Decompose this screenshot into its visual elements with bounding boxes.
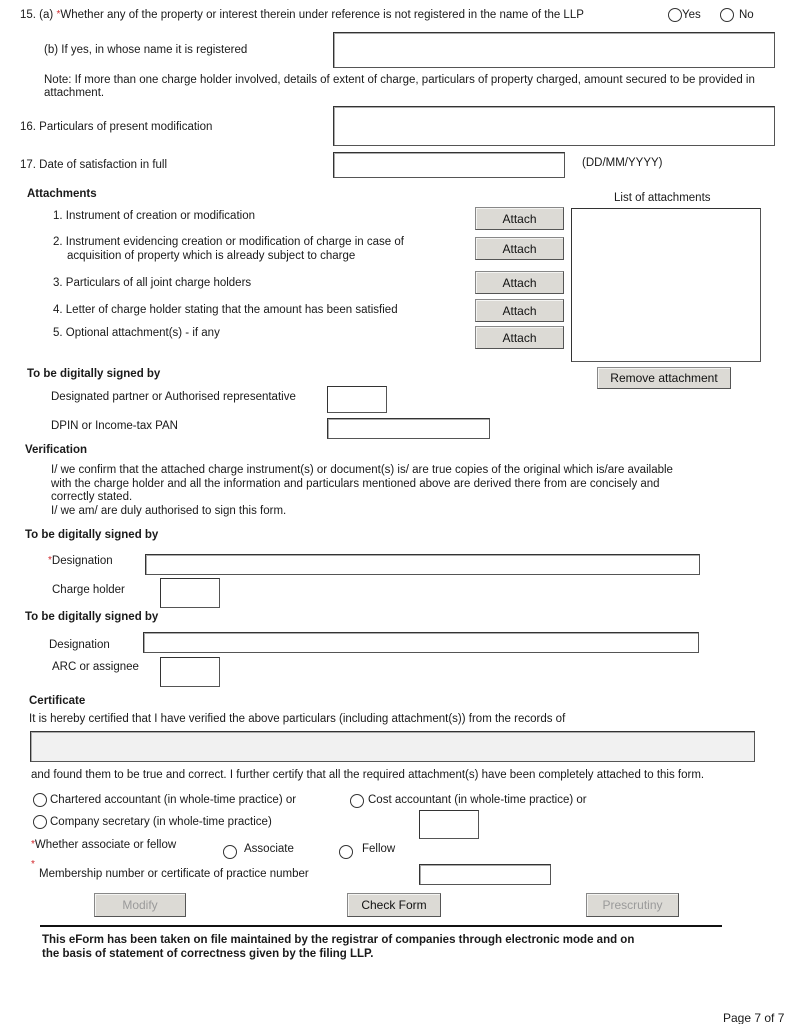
attachment-item-2-label-line2: acquisition of property which is already subject to charge <box>67 250 356 262</box>
certificate-outro-text: and found them to be true and correct. I further certify that all the required attachment(s) have been completely attached to this form. <box>31 769 705 781</box>
verification-text-line2: with the charge holder and all the information and particulars mentioned above are derived there from are concisely and <box>51 478 660 490</box>
charge-holder-label: Charge holder <box>52 584 125 596</box>
signed-by-heading-2: To be digitally signed by <box>25 529 159 541</box>
attachment-item-3-label: 3. Particulars of all joint charge holders <box>53 277 252 289</box>
associate-radio[interactable] <box>223 845 237 859</box>
attachments-heading: Attachments <box>27 188 97 200</box>
attachment-item-2-label: 2. Instrument evidencing creation or modification of charge in case of <box>53 236 404 248</box>
q15a-label <box>20 8 584 22</box>
q15b-label: (b) If yes, in whose name it is registered <box>44 44 248 56</box>
verification-text-line3: correctly stated. <box>51 491 133 503</box>
company-secretary-radio[interactable] <box>33 815 47 829</box>
certificate-intro-text: It is hereby certified that I have verified the above particulars (including attachment(s)) from the records of <box>29 713 566 725</box>
certificate-records-input[interactable] <box>30 731 755 762</box>
q16-modification-input[interactable] <box>333 106 775 146</box>
footer-divider <box>40 925 722 927</box>
cost-accountant-radio[interactable] <box>350 794 364 808</box>
attach-button-3[interactable]: Attach <box>475 271 564 294</box>
verification-text-line4: I/ we am/ are duly authorised to sign this form. <box>51 505 287 517</box>
chartered-accountant-label: Chartered accountant (in whole-time practice) or <box>50 794 297 806</box>
q17-label: 17. Date of satisfaction in full <box>20 159 168 171</box>
attachment-item-4-label: 4. Letter of charge holder stating that the amount has been satisfied <box>53 304 398 316</box>
check-form-button[interactable]: Check Form <box>347 893 441 917</box>
company-secretary-label: Company secretary (in whole-time practice) <box>50 816 272 828</box>
q15a-no-radio[interactable] <box>720 8 734 22</box>
verification-text-line1: I/ we confirm that the attached charge instrument(s) or document(s) is/ are true copies of the original which is/are available <box>51 464 673 476</box>
certificate-heading: Certificate <box>29 695 86 707</box>
associate-fellow-label <box>31 838 176 852</box>
arc-designation-input[interactable] <box>143 632 699 653</box>
attach-button-5[interactable]: Attach <box>475 326 564 349</box>
modify-button[interactable]: Modify <box>94 893 186 917</box>
attachment-item-1-label: 1. Instrument of creation or modification <box>53 210 255 222</box>
membership-number-label: Membership number or certificate of practice number <box>39 868 309 880</box>
attach-button-1[interactable]: Attach <box>475 207 564 230</box>
signed-by-heading-1: To be digitally signed by <box>27 368 161 380</box>
arc-signature-box[interactable] <box>160 657 220 687</box>
footer-statement-line1: This eForm has been taken on file maintained by the registrar of companies through electronic mode and on <box>42 934 635 946</box>
arc-assignee-label: ARC or assignee <box>52 661 139 673</box>
q15a-yes-label: Yes <box>682 9 701 21</box>
footer-statement-line2: the basis of statement of correctness given by the filing LLP. <box>42 948 374 960</box>
required-marker: * <box>31 859 35 870</box>
q15a-text: Whether any of the property or interest therein under reference is not registered in the name of the LLP <box>60 9 584 21</box>
chartered-accountant-radio[interactable] <box>33 793 47 807</box>
attachments-list-box[interactable] <box>571 208 761 362</box>
designated-partner-signature-box[interactable] <box>327 386 387 413</box>
designation-label-2 <box>48 554 113 568</box>
attach-button-2[interactable]: Attach <box>475 237 564 260</box>
q15a-number: 15. (a) <box>20 9 57 21</box>
attachments-list-heading: List of attachments <box>614 192 711 204</box>
cost-accountant-label: Cost accountant (in whole-time practice) or <box>368 794 587 806</box>
dpin-label: DPIN or Income-tax PAN <box>51 420 178 432</box>
page-number: Page 7 of 7 <box>723 1011 785 1024</box>
charge-holder-signature-box[interactable] <box>160 578 220 608</box>
required-marker: * <box>56 9 61 20</box>
attach-button-4[interactable]: Attach <box>475 299 564 322</box>
q15b-registered-name-input[interactable] <box>333 32 775 68</box>
date-format-hint: (DD/MM/YYYY) <box>582 157 663 169</box>
required-marker: * <box>48 555 52 566</box>
associate-fellow-label-text: Whether associate or fellow <box>34 839 177 851</box>
q15a-no-label: No <box>739 9 754 21</box>
signed-by-heading-3: To be digitally signed by <box>25 611 159 623</box>
associate-label: Associate <box>244 843 294 855</box>
fellow-radio[interactable] <box>339 845 353 859</box>
required-marker: * <box>31 839 35 850</box>
q15-note: Note: If more than one charge holder involved, details of extent of charge, particulars of property charged, amount secured to be provided in attachment. <box>44 74 755 99</box>
attachment-item-5-label: 5. Optional attachment(s) - if any <box>53 327 220 339</box>
q15a-yes-radio[interactable] <box>668 8 682 22</box>
dpin-input[interactable] <box>327 418 490 439</box>
charge-holder-designation-input[interactable] <box>145 554 700 575</box>
designation-label-3: Designation <box>49 639 110 651</box>
remove-attachment-button[interactable]: Remove attachment <box>597 367 731 389</box>
verification-heading: Verification <box>25 444 87 456</box>
prescrutiny-button[interactable]: Prescrutiny <box>586 893 679 917</box>
designation-label-text: Designation <box>51 555 113 567</box>
fellow-label: Fellow <box>362 843 396 855</box>
membership-number-input[interactable] <box>419 864 551 885</box>
certifier-signature-box[interactable] <box>419 810 479 839</box>
designated-partner-label: Designated partner or Authorised representative <box>51 391 296 403</box>
q16-label: 16. Particulars of present modification <box>20 121 213 133</box>
q17-date-input[interactable] <box>333 152 565 178</box>
